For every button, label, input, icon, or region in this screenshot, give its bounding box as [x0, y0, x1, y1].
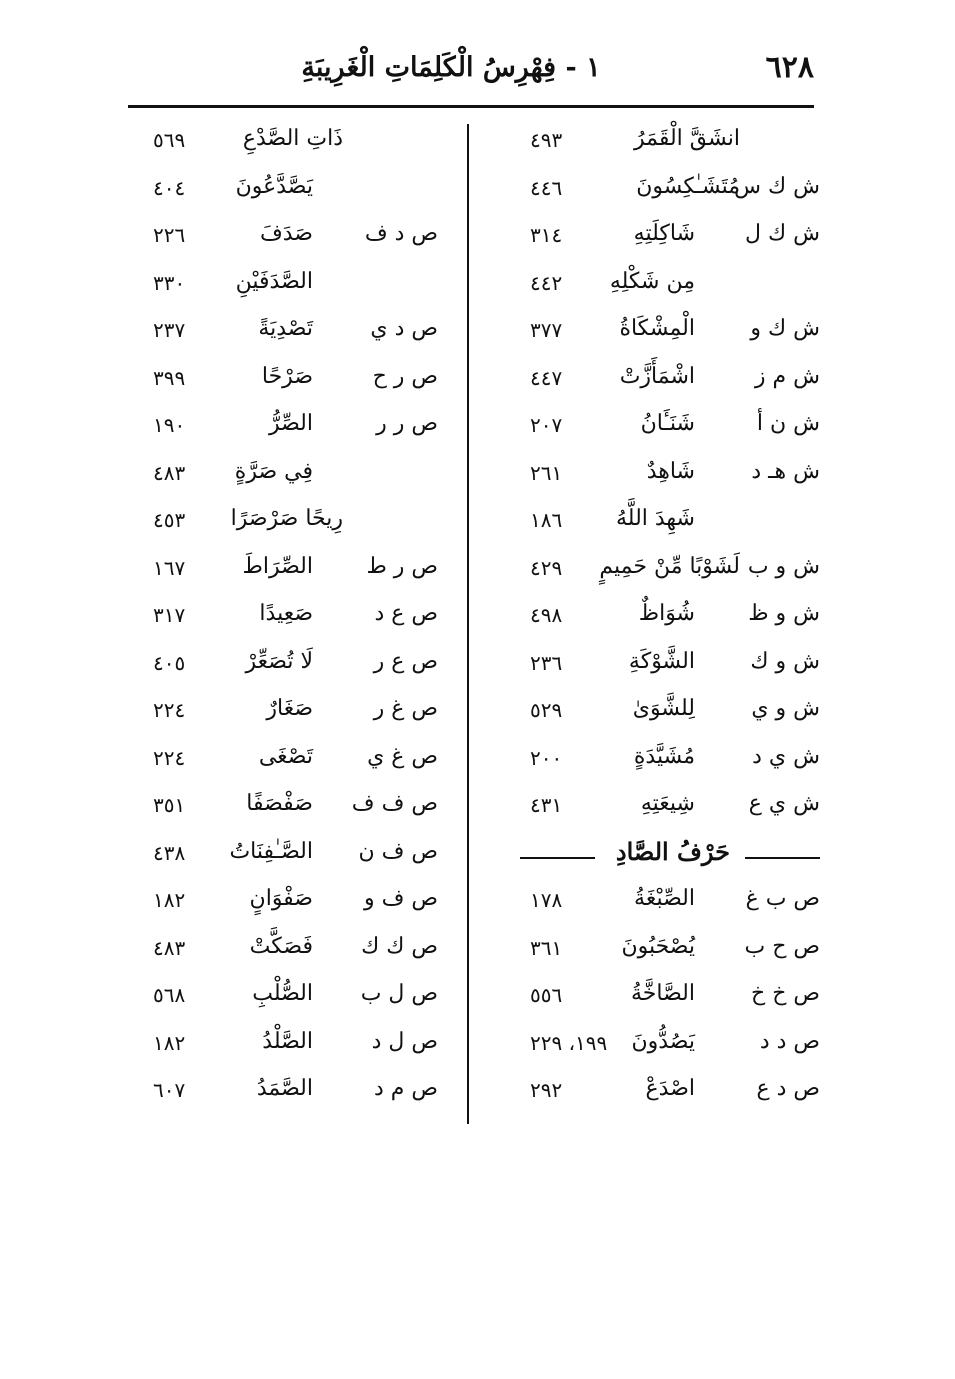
entry-word: تَصْدِيَةً — [258, 316, 313, 341]
entry-word: انشَقَّ الْقَمَرُ — [633, 126, 740, 151]
entry-page: ٥٦٨ — [153, 983, 186, 1007]
index-entry — [500, 358, 820, 406]
entry-root: ص غ ي — [367, 743, 438, 769]
entry-root: ش ي ع — [748, 791, 820, 816]
entry-word: مُتَشَـٰكِسُونَ — [636, 173, 740, 199]
entry-root: ش م ز — [754, 363, 820, 389]
entry-root: ص ر ط — [366, 553, 438, 579]
entry-root: ش و ب — [747, 553, 820, 579]
entry-word: الْمِشْكَاةُ — [619, 316, 695, 341]
column-divider — [467, 124, 469, 1124]
page-number: ٦٢٨ — [765, 50, 814, 85]
entry-page: ١٨٦ — [530, 508, 563, 532]
entry-page: ٤٢٩ — [530, 555, 563, 580]
section-rule — [745, 857, 820, 859]
entry-page: ٤٠٤ — [153, 175, 186, 200]
page-title: ١ - فِهْرِسُ الْكَلِمَاتِ الْغَرِيبَةِ — [301, 52, 601, 83]
entry-root: ص م د — [373, 1076, 438, 1101]
entry-root: ص ر ر — [376, 411, 438, 436]
entry-page: ٢٢٦ — [153, 223, 186, 247]
entry-word: صَعِيدًا — [259, 601, 313, 626]
entry-root: ص ف و — [363, 886, 438, 911]
entry-word: مُشَيَّدَةٍ — [633, 743, 695, 769]
entry-root: ص ح ب — [744, 933, 820, 959]
index-entry — [148, 1023, 438, 1071]
entry-page: ٢٣٧ — [153, 318, 186, 342]
entry-word: شَنَـَٔانُ — [640, 411, 695, 436]
entry-word: لِلشَّوَىٰ — [632, 696, 695, 721]
entry-word: الصِّبْغَةُ — [634, 886, 695, 911]
section-title: حَرْفُ الصَّادِ — [615, 836, 730, 866]
entry-page: ٣٩٩ — [153, 365, 186, 390]
entry-word: شَاكِلَتِهِ — [633, 221, 695, 246]
entry-word: الشَّوْكَةِ — [628, 648, 695, 674]
entry-page: ٥٥٦ — [530, 983, 563, 1007]
index-entry — [148, 928, 438, 976]
entry-page: ٤٣٨ — [153, 840, 186, 865]
entry-root: ش ك س — [734, 173, 820, 199]
entry-root: ص ع ر — [373, 648, 438, 674]
index-entry — [500, 500, 820, 548]
index-entry — [500, 215, 820, 263]
entry-root: ش هـ د — [751, 458, 820, 484]
index-entry — [500, 928, 820, 976]
right-column — [500, 120, 820, 1118]
entry-page: ١٩٠ — [153, 413, 186, 437]
index-entry — [500, 263, 820, 311]
entry-page: ٢٣٦ — [530, 650, 563, 675]
index-entry — [148, 785, 438, 833]
index-entry — [500, 880, 820, 928]
entry-page: ٢٢٤ — [153, 698, 186, 722]
section-rule — [520, 857, 595, 859]
entry-page: ٤٨٣ — [153, 935, 186, 960]
entry-word: صَفْصَفًا — [246, 791, 313, 816]
entry-page: ٣٦١ — [530, 935, 563, 960]
index-entry — [148, 738, 438, 786]
entry-word: ذَاتِ الصَّدْعِ — [242, 126, 343, 151]
index-entry — [500, 120, 820, 168]
index-entry — [500, 690, 820, 738]
entry-word: الصَّلْدُ — [262, 1028, 313, 1054]
entry-root: ص ل د — [371, 1028, 438, 1054]
entry-page: ٣٧٧ — [530, 318, 563, 342]
entry-page: ٣١٧ — [153, 603, 186, 627]
entry-word: الصَّدَفَيْنِ — [235, 268, 313, 294]
index-entry — [500, 168, 820, 216]
entry-root: ش ك و — [750, 316, 820, 341]
entry-page: ٤٠٥ — [153, 650, 186, 675]
entry-root: ش ك ل — [745, 221, 820, 246]
index-entry — [500, 975, 820, 1023]
entry-page: ١٦٧ — [153, 555, 186, 580]
entry-root: ص غ ر — [373, 696, 438, 721]
entry-page: ٣١٤ — [530, 223, 563, 247]
entry-word: اشْمَأَزَّتْ — [619, 363, 695, 389]
entry-word: لَشَوْبًا مِّنْ حَمِيمٍ — [599, 553, 740, 579]
entry-word: مِن شَكْلِهِ — [609, 268, 695, 294]
entry-word: يَصَّدَّعُونَ — [235, 173, 313, 199]
index-entry — [500, 548, 820, 596]
index-entry — [500, 785, 820, 833]
entry-page: ٢٩٢ — [530, 1078, 563, 1102]
entry-word: الصِّرُّ — [268, 411, 313, 436]
entry-page: ٣٥١ — [153, 793, 186, 817]
entry-page: ٢٠٧ — [530, 413, 563, 437]
entry-root: ش و ي — [751, 696, 820, 721]
entry-root: ش و ك — [750, 648, 820, 674]
entry-page: ٦٠٧ — [153, 1078, 186, 1102]
entry-word: شَاهِدٌ — [646, 458, 695, 484]
index-entry — [500, 643, 820, 691]
entry-page: ٤٤٧ — [530, 365, 563, 390]
section-heading — [500, 833, 820, 881]
index-entry — [148, 263, 438, 311]
entry-page: ١٨٢ — [153, 1030, 186, 1055]
index-entry — [500, 595, 820, 643]
index-entry — [148, 975, 438, 1023]
entry-page: ٢٢٤ — [153, 745, 186, 770]
entry-word: الصَّمَدُ — [256, 1076, 313, 1101]
entry-page: ٥٢٩ — [530, 698, 563, 722]
entry-root: ص د د — [759, 1028, 820, 1054]
index-entry — [148, 643, 438, 691]
entry-page: ٤٣١ — [530, 793, 563, 817]
entry-word: شَهِدَ اللَّهُ — [615, 506, 695, 531]
entry-word: الصِّرَاطَ — [242, 553, 313, 579]
index-entry — [500, 738, 820, 786]
entry-root: ص ك ك — [361, 933, 438, 959]
entry-word: شِيعَتِهِ — [640, 791, 695, 816]
entry-page: ٤٤٢ — [530, 270, 563, 295]
entry-root: ص خ خ — [751, 981, 820, 1006]
entry-page: ١٩٩، ٢٢٩ — [530, 1030, 608, 1055]
entry-page: ٢٠٠ — [530, 745, 563, 770]
entry-root: ص ر ح — [372, 363, 438, 389]
entry-word: صَدَفَ — [259, 221, 313, 246]
entry-word: الصَّاخَّةُ — [631, 981, 695, 1006]
entry-page: ٤٨٣ — [153, 460, 186, 485]
entry-word: رِيحًا صَرْصَرًا — [230, 506, 343, 531]
entry-word: فَصَكَّتْ — [249, 933, 313, 959]
entry-word: يُصْحَبُونَ — [621, 933, 695, 959]
left-column — [148, 120, 438, 1118]
entry-root: ش ي د — [752, 743, 820, 769]
entry-page: ١٧٨ — [530, 888, 563, 912]
entry-root: ص ف ن — [358, 838, 438, 864]
entry-root: ص ل ب — [360, 981, 438, 1006]
entry-page: ٢٦١ — [530, 460, 563, 485]
entry-word: يَصُدُّونَ — [631, 1028, 695, 1054]
header-rule — [128, 105, 814, 108]
index-entry — [500, 405, 820, 453]
index-entry — [148, 453, 438, 501]
index-entry — [148, 168, 438, 216]
entry-root: ص ف ف — [351, 791, 438, 816]
entry-root: ص د ع — [756, 1076, 820, 1101]
index-entry — [148, 358, 438, 406]
entry-root: ص د ي — [370, 316, 438, 341]
entry-word: الصَّـٰفِنَاتُ — [229, 838, 313, 864]
entry-root: ش ن أ — [756, 411, 820, 436]
entry-word: اصْدَعْ — [645, 1076, 695, 1101]
entry-root: ش و ظ — [748, 601, 820, 626]
entry-word: فِي صَرَّةٍ — [234, 458, 313, 484]
entry-root: ص ب غ — [745, 886, 820, 911]
index-entry — [148, 215, 438, 263]
index-entry — [148, 833, 438, 881]
index-entry — [148, 690, 438, 738]
entry-page: ٥٦٩ — [153, 128, 186, 152]
entry-root: ص ع د — [374, 601, 438, 626]
entry-root: ص د ف — [364, 221, 438, 246]
index-entry — [500, 310, 820, 358]
index-entry — [148, 548, 438, 596]
entry-page: ١٨٢ — [153, 888, 186, 912]
entry-page: ٤٤٦ — [530, 175, 563, 200]
index-entry — [148, 310, 438, 358]
index-entry — [148, 880, 438, 928]
entry-word: لَا تُصَعِّرْ — [245, 648, 313, 674]
index-entry — [148, 500, 438, 548]
page-header — [128, 50, 814, 100]
index-entry — [148, 405, 438, 453]
entry-page: ٤٩٣ — [530, 128, 563, 152]
index-entry — [500, 1023, 820, 1071]
index-entry — [148, 595, 438, 643]
entry-word: تَصْغَى — [258, 743, 313, 769]
entry-word: الصُّلْبِ — [252, 981, 313, 1006]
entry-word: شُوَاظٌ — [638, 601, 695, 626]
entry-page: ٤٩٨ — [530, 603, 563, 627]
index-entry — [500, 1070, 820, 1118]
entry-word: صَرْحًا — [261, 363, 313, 389]
index-entry — [148, 1070, 438, 1118]
entry-word: صَفْوَانٍ — [249, 886, 313, 911]
index-entry — [500, 453, 820, 501]
entry-page: ٤٥٣ — [153, 508, 186, 532]
entry-word: صَغَارٌ — [266, 696, 313, 721]
entry-page: ٣٣٠ — [153, 270, 186, 295]
index-entry — [148, 120, 438, 168]
